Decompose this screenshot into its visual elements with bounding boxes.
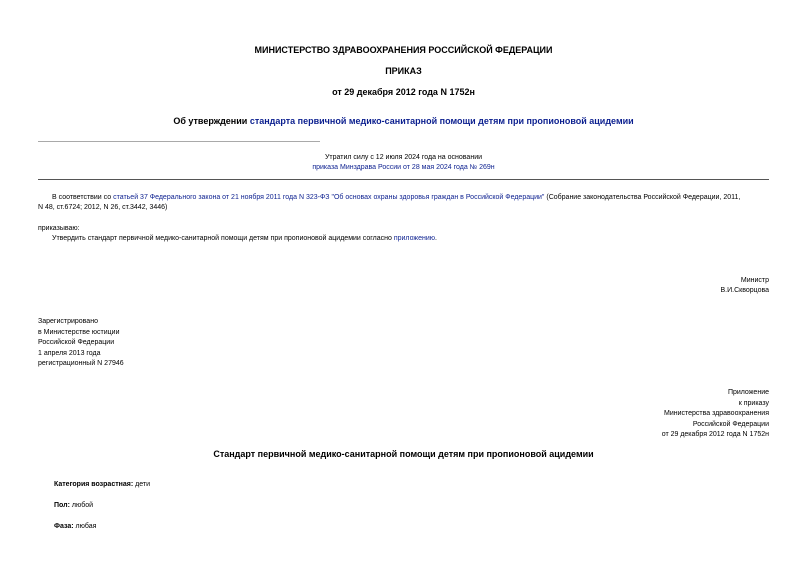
notice-link[interactable]: приказа Минздрава России от 28 мая 2024 года № 269н bbox=[312, 164, 495, 171]
field-value: любая bbox=[73, 523, 97, 530]
registration-line: Зарегистрировано bbox=[38, 318, 98, 325]
appendix-line: Министерства здравоохранения bbox=[664, 410, 769, 417]
standard-title: Стандарт первичной медико-санитарной помощи детям при пропионовой ацидемии bbox=[213, 449, 594, 459]
appendix-line: Приложение bbox=[727, 389, 769, 396]
registration-line: в Министерстве юстиции bbox=[38, 328, 120, 336]
registration-line: Российской Федерации bbox=[38, 339, 115, 346]
appendix-line: от 29 декабря 2012 года N 1752н bbox=[661, 431, 769, 438]
title-prefix: Об утверждении bbox=[173, 116, 250, 126]
orders-word: приказываю: bbox=[38, 225, 80, 232]
field-value: любой bbox=[69, 502, 94, 509]
notice-bottom-divider bbox=[38, 179, 769, 180]
law-article-link[interactable]: статьей 37 Федерального закона от 21 ноября 2011 года N 323-ФЗ "Об основах охраны здоровья граждан в Российской Федерации" bbox=[113, 194, 545, 201]
registration-line: 1 апреля 2013 года bbox=[38, 349, 101, 357]
paragraph-basis-suffix: (Собрание законодательства Российской Федерации, 2011, bbox=[544, 194, 741, 201]
doc-date-number: от 29 декабря 2012 года N 1752н bbox=[332, 87, 475, 97]
document-title bbox=[0, 116, 807, 127]
paragraph-approve bbox=[52, 234, 437, 243]
appendix-link[interactable]: приложению bbox=[393, 235, 436, 242]
registration-block bbox=[38, 317, 124, 370]
field-sex bbox=[54, 501, 93, 510]
title-link[interactable]: стандарта первичной медико-санитарной помощи детям при пропионовой ацидемии bbox=[249, 116, 634, 126]
field-phase bbox=[54, 522, 96, 531]
signature-position: Министр bbox=[740, 277, 769, 284]
registration-line: регистрационный N 27946 bbox=[38, 360, 124, 367]
paragraph-approve-suffix: . bbox=[435, 235, 437, 242]
notice-line-1: Утратил силу с 12 июля 2024 года на основании bbox=[324, 154, 483, 161]
appendix-line: к приказу bbox=[738, 399, 769, 407]
paragraph-basis bbox=[52, 193, 740, 202]
ministry-heading: МИНИСТЕРСТВО ЗДРАВООХРАНЕНИЯ РОССИЙСКОЙ ФЕДЕРАЦИИ bbox=[254, 45, 553, 55]
field-label: Фаза: bbox=[54, 523, 74, 530]
field-age-category bbox=[54, 480, 150, 489]
notice-top-divider bbox=[38, 141, 320, 142]
paragraph-basis-line-2: N 48, ст.6724; 2012, N 26, ст.3442, 3446) bbox=[38, 204, 168, 211]
paragraph-approve-prefix: Утвердить стандарт первичной медико-санитарной помощи детям при пропионовой ацидемии согласно bbox=[52, 235, 394, 242]
doc-type-heading: ПРИКАЗ bbox=[385, 66, 422, 76]
field-label: Пол: bbox=[54, 502, 70, 509]
signature-name: В.И.Скворцова bbox=[720, 287, 769, 294]
appendix-block bbox=[662, 388, 769, 441]
field-value: дети bbox=[133, 481, 150, 488]
field-label: Категория возрастная: bbox=[54, 481, 134, 488]
paragraph-basis-prefix: В соответствии со bbox=[52, 194, 114, 201]
appendix-line: Российской Федерации bbox=[692, 420, 769, 428]
